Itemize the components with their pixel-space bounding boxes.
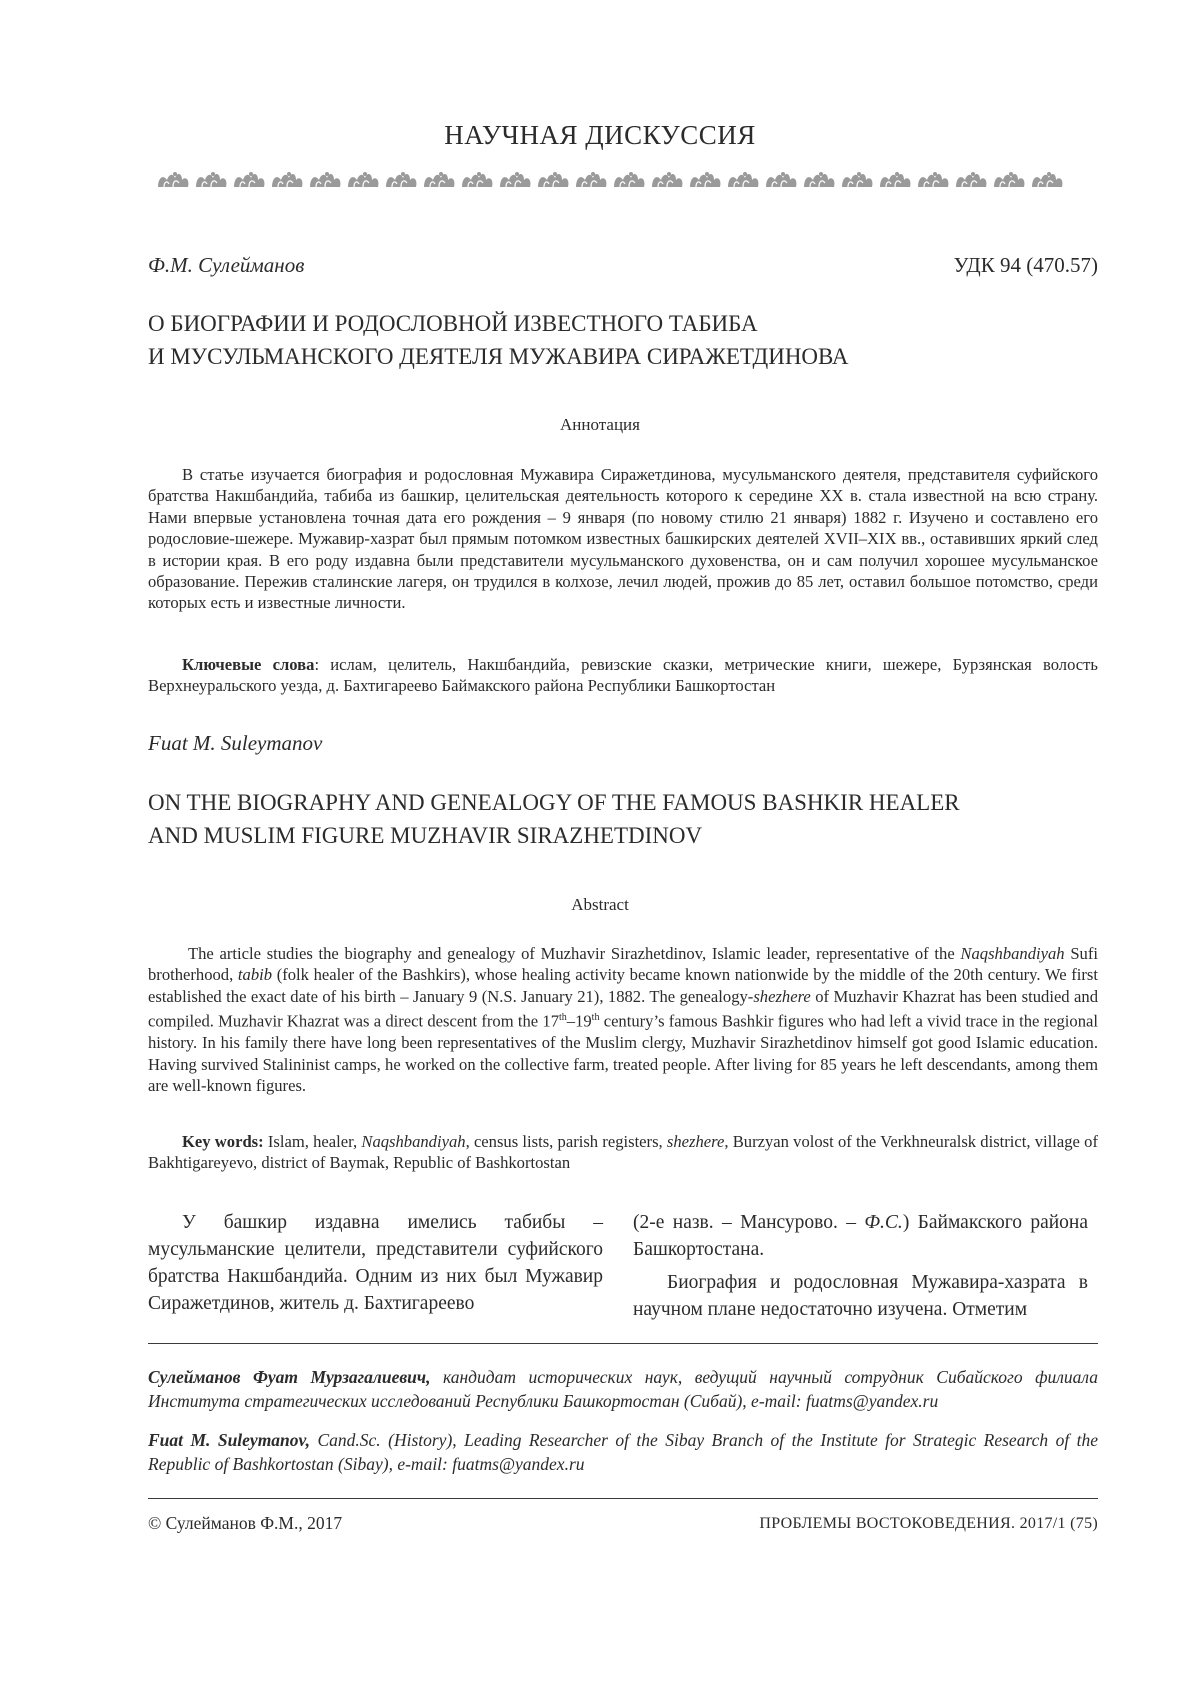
abstract-heading-ru: Аннотация [560, 415, 640, 434]
affiliation-text-ru: кандидат исторических наук, ведущий научный сотрудник Сибайского филиала Института стратегических исследований Республики Башкортостан (Сибай), e-mail: fuatms@yandex.ru [148, 1367, 1098, 1411]
body-column-left [148, 1209, 603, 1317]
affiliation-en [148, 1428, 1098, 1476]
body-text-columns [148, 1209, 1098, 1319]
author-udk-line [148, 253, 1098, 283]
body-text-part: ) Баймакского района Башкортостана. [633, 1212, 1088, 1260]
copyright-notice: © Сулейманов Ф.М., 2017 [148, 1513, 343, 1533]
author-name-ru: Ф.М. Сулейманов [148, 253, 305, 277]
section-title: НАУЧНАЯ ДИСКУССИЯ [444, 120, 756, 150]
abstract-en-term: shezhere [753, 986, 811, 1006]
keywords-en-part: , census lists, parish registers, [465, 1132, 667, 1151]
abstract-en-part: of Muzhavir Khazrat has been studied and compiled. Muzhavir Khazrat was a direct descent from the 17 [148, 986, 1098, 1031]
abstract-heading-en: Abstract [571, 895, 629, 914]
affiliation-name-ru: Сулейманов Фуат Мурзагалиевич, [148, 1367, 431, 1387]
footnote-divider [148, 1343, 1098, 1344]
article-title-en [148, 786, 1098, 852]
abstract-en-term: Naqshbandiyah [960, 944, 1065, 963]
keywords-en-term: shezhere [666, 1132, 725, 1151]
affiliation-ru [148, 1365, 1098, 1413]
title-en-line-1: ON THE BIOGRAPHY AND GENEALOGY OF THE FAMOUS BASHKIR HEALER [148, 790, 960, 815]
abstract-text-en [148, 943, 1098, 1096]
keywords-text-ru: : ислам, целитель, Накшбандийа, ревизские сказки, метрические книги, шежере, Бурзянская волость Верхнеуральского уезда, д. Бахтигареево Баймакского района Республики Башкортостан [148, 655, 1098, 696]
page-footer [148, 1513, 1098, 1537]
keywords-en-part: , Burzyan volost of the Verkhneuralsk district, village of Bakhtigareyevo, district of Baymak, Republic of Bashkortostan [148, 1132, 1098, 1173]
body-paragraph [633, 1209, 1088, 1263]
keywords-en-part: Islam, healer, [263, 1132, 362, 1151]
keywords-ru [148, 654, 1098, 697]
keywords-en [148, 1131, 1098, 1174]
footer-divider [148, 1498, 1098, 1499]
floral-ornament-icon [155, 168, 1087, 190]
author-name-en: Fuat M. Suleymanov [148, 731, 323, 755]
title-en-line-2: AND MUSLIM FIGURE MUZHAVIR SIRAZHETDINOV [148, 823, 703, 848]
superscript-th: th [559, 1012, 567, 1024]
affiliation-text-en: Cand.Sc. (History), Leading Researcher of the Sibay Branch of the Institute for Strategic Research of the Republic of Bashkortostan (Sibay), e-mail: fuatms@yandex.ru [148, 1430, 1099, 1474]
author-initials: Ф.С. [864, 1212, 903, 1233]
udk-code: УДК 94 (470.57) [953, 253, 1098, 277]
journal-issue: ПРОБЛЕМЫ ВОСТОКОВЕДЕНИЯ. 2017/1 (75) [759, 1515, 1098, 1532]
body-paragraph: Биография и родословная Мужавира-хазрата в научном плане недостаточно изучена. Отметим [633, 1272, 1088, 1320]
abstract-en-part: The article studies the biography and genealogy of Muzhavir Sirazhetdinov, Islamic leader, representative of the [188, 944, 961, 963]
affiliation-name-en: Fuat M. Suleymanov, [148, 1430, 311, 1450]
abstract-en-part: (folk healer of the Bashkirs), whose healing activity became known nationwide by the middle of the 20th century. We first established the exact date of his birth – January 9 (N.S. January 21), 1882. The genealogy- [148, 965, 1098, 1006]
abstract-text-ru: В статье изучается биография и родословная Мужавира Сиражетдинова, мусульманского деятеля, представителя суфийского братства Накшбандийа, табиба из башкир, целительская деятельность которого к середине XX в. стала известной на всю страну. Нами впервые установлена точная дата его рождения – 9 января (по новому стилю 21 января) 1882 г. Изучено и составлено его родословие-шежере. Мужавир-хазрат был прямым потомком известных башкирских деятелей XVII–XIX вв., оставивших яркий след в истории края. В его роду издавна были представители мусульманского духовенства, он и сам получил хорошее мусульманское образование. Пережив сталинские лагеря, он трудился в колхозе, лечил людей, прожив до 85 лет, оставил большое потомство, среди которых есть и известные личности. [148, 465, 1098, 613]
keywords-en-term: Naqshbandiyah [361, 1132, 466, 1151]
superscript-th: th [591, 1012, 600, 1024]
keywords-label-ru: Ключевые слова [182, 655, 315, 674]
article-title-ru [148, 307, 1098, 373]
body-text-part: (2-е назв. – Мансурово. – [633, 1212, 865, 1233]
title-ru-line-1: О БИОГРАФИИ И РОДОСЛОВНОЙ ИЗВЕСТНОГО ТАБИБА [148, 311, 758, 336]
abstract-en-part: century’s famous Bashkir figures who had left a vivid trace in the regional history. In his family there have long been representatives of the Muslim clergy, Muzhavir Sirazhetdinov himself got good Islamic education. Having survived Stalininist camps, he worked on the collective farm, treated people. After living for 85 years he left descendants, among them are well-known figures. [148, 1011, 1098, 1095]
body-paragraph: У башкир издавна имелись табибы – мусульманские целители, представители суфийского братства Накшбандийа. Одним из них был Мужавир Сиражетдинов, житель д. Бахтигареево [148, 1212, 603, 1314]
abstract-en-part: –19 [566, 1011, 592, 1031]
keywords-label-en: Key words: [182, 1132, 264, 1151]
abstract-en-term: tabib [237, 965, 273, 985]
body-column-right [633, 1209, 1088, 1323]
title-ru-line-2: И МУСУЛЬМАНСКОГО ДЕЯТЕЛЯ МУЖАВИРА СИРАЖЕТДИНОВА [148, 344, 849, 369]
abstract-en-part: Sufi brotherhood, [148, 944, 1098, 985]
